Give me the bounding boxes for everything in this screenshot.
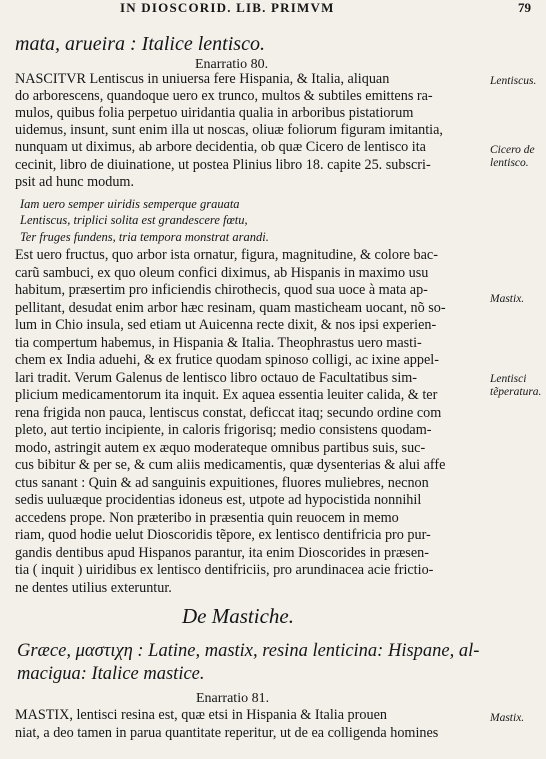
margin-note: Cicero de lentisco. [490, 144, 535, 169]
text-line: carũ sambuci, ex quo oleum confici diximus, ab Hispanis in maximo usu [15, 265, 429, 281]
text-line: accedens prope. Non præteribo in præsentia quin reuocem in memo [15, 510, 399, 526]
margin-note: Lentisci tẽperatura. [490, 373, 542, 398]
text-line: ctus sanant : Quin & ad sanguinis expuitiones, fluores muliebres, necnon [15, 475, 429, 491]
text-line: tia compertum habemus, in Hispania & Italia. Theophrastus uero masti- [15, 335, 422, 351]
text-line: do arborescens, quandoque uero ex trunco, multos & subtiles emittens ra- [15, 88, 433, 104]
verse-line: Ter fruges fundens, tria tempora monstrat arandi. [20, 230, 269, 244]
verse-line: Iam uero semper uiridis semperque grauata [20, 197, 240, 211]
text-line: MASTIX, lentisci resina est, quæ etsi in Hispania & Italia prouen [15, 707, 387, 723]
text-line: chem ex India aduehi, & ex frutice quodam spinoso colligi, ac ixine appel- [15, 352, 439, 368]
running-title: IN DIOSCORID. LIB. PRIMVM [120, 0, 335, 15]
text-line: pellitant, desudat enim arbor hæc resinam, quam masticheam uocant, nõ so- [15, 300, 446, 316]
text-line: Est uero fructus, quo arbor ista ornatur, figura, magnitudine, & colore bac- [15, 247, 438, 263]
page-number: 79 [518, 0, 531, 15]
text-line: rena frigida non pauca, lentiscus constat, deficcat itaq; secundo ordine com [15, 405, 442, 421]
margin-note: Lentiscus. [490, 75, 537, 87]
text-line: uidemus, insunt, sunt enim illa ut noscas, oliuæ foliorum figuram imitantia, [15, 122, 443, 138]
text-line: mulos, quibus folia perpetuo uiridantia qualia in arboribus pistatiorum [15, 105, 414, 121]
top-line: mata, arueira : Italice lentisco. [15, 33, 265, 55]
section-title-81: Enarratio 81. [196, 691, 270, 706]
text-line: niat, a deo tamen in parua quantitate reperitur, ut de ea colligenda homines [15, 725, 439, 741]
text-line: lari tradit. Verum Galenus de lentisco libro octauo de Facultatibus sim- [15, 370, 418, 386]
text-line: pleto, aut tertio incipiente, in caloris frigorisq; medio consistens quodam- [15, 422, 432, 438]
text-line: cecinit, libro de diuinatione, ut postea Plinius libro 18. capite 25. subscri- [15, 157, 431, 173]
text-line: gandis dentibus apud Hispanos parantur, ita enim Dioscorides in præsen- [15, 545, 429, 561]
margin-note: Mastix. [490, 712, 525, 724]
text-line: psit ad hunc modum. [15, 174, 135, 190]
text-line: ne dentes utilius exteruntur. [15, 580, 172, 596]
margin-note: Mastix. [490, 293, 525, 305]
text-line: NASCITVR Lentiscus in uniuersa fere Hispania, & Italia, aliquan [15, 71, 390, 87]
names-line: macigua: Italice mastice. [17, 664, 205, 684]
verse-line: Lentiscus, triplici solita est grandescere fœtu, [20, 213, 248, 227]
text-line: tia ( inquit ) uiridibus ex lentisco dentifriciis, pro arundinacea acie frictio- [15, 562, 434, 578]
text-line: sedis uuluæque procidentias idoneus est, utpote ad hypocistida nonnihil [15, 492, 422, 508]
text-line: cus bibitur & per se, & cum aliis medicamentis, quæ dysenterias & alui affe [15, 457, 446, 473]
text-line: modo, astringit autem ex æquo moderateque omnibus partibus suis, suc- [15, 440, 426, 456]
text-line: plicium medicamentorum ita inquit. Ex aquea essentia leuiter calida, & ter [15, 387, 438, 403]
section-heading: De Mastiche. [182, 604, 294, 628]
text-line: riam, quod hodie uelut Dioscoridis tẽpore, ex lentisco dentifricia pro pur- [15, 527, 431, 543]
text-line: nunquam ut diximus, ab arbore decidentia, ob quæ Cicero de lentisco ita [15, 139, 426, 155]
text-line: lum in Chio insula, sed etiam ut Auicenna recte dixit, & nos ipsi experien- [15, 317, 437, 333]
section-title-80: Enarratio 80. [195, 57, 269, 72]
names-line: Græce, μαστιχη : Latine, mastix, resina lenticina: Hispane, al- [17, 641, 480, 661]
text-line: habitum, præsertim pro inficiendis chirothecis, quod sua uoce à mata ap- [15, 282, 428, 298]
